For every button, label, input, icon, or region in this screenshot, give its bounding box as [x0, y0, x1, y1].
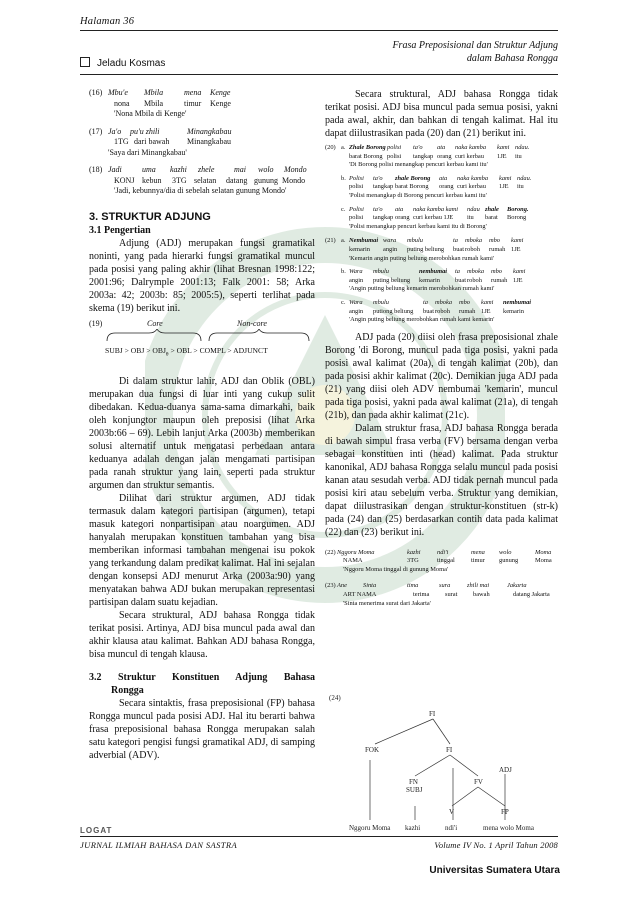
paragraph: Di dalam struktur lahir, ADJ dan Oblik (OBL) merupakan dua fungsi di luar inti yang cukup sulit dibedakan. Kedua-duanya sama-sama dimarkahi, baik oleh konjungtor maupun oleh preposisi (lihat Arka 2003b:66 – 69). Lebih lanjut Arka (2003b) memberikan solusi alternatif untuk mengatasi perbedaan antara keduanya adalah dengan jalan mengamati partisipan pada ranah struktur yang lain, seperti pada struktur argumen dan struktur semantis.: [89, 375, 315, 491]
example-23: [325, 582, 558, 608]
schema-noncore-label: Non-core: [237, 318, 267, 328]
paragraph: ADJ pada (20) diisi oleh frasa preposisional zhale Borong 'di Borong, muncul pada tiga posisi, yakni pada posisi awal kalimat (20a), di tengah kalimat (20b), dan pada posisi akhir kalimat (20c). Demikian juga ADJ pada (21) yang diisi oleh ADV nembumai 'kemarin', muncul pada tiga posisi, yakni pada awal kalimat (21a), di tengah (21b), dan pada akhir kalimat (21c).: [325, 331, 558, 421]
translation: 'Angin puting beliung merobohkan rumah kami kemarin': [349, 316, 495, 324]
tree-node-subj: SUBJ: [406, 786, 423, 794]
gloss-word: buat: [453, 245, 465, 253]
gloss-word: mbo: [459, 298, 471, 306]
gloss-word: 1TG: [114, 137, 129, 146]
tree-leaf: Nggoru Moma: [349, 824, 391, 832]
author-label: Jeladu Kosmas: [97, 58, 166, 69]
example-number: (24): [329, 694, 341, 702]
gloss-word: kazhi: [407, 548, 421, 556]
gloss-word: Ane: [337, 582, 347, 590]
gloss-word: 3TG: [407, 557, 419, 565]
gloss-word: angin: [383, 245, 398, 253]
tree-leaf: ndi'i: [445, 824, 458, 832]
gloss-word: roboh: [467, 276, 482, 284]
gloss-word: ata: [437, 144, 446, 151]
gloss-word: timur: [184, 98, 202, 108]
paragraph: Secara struktural, ADJ bahasa Rongga tidak terikat posisi. Artinya, ADJ bisa muncul pada awal dan akhir klausa atau kalimat. Bahkan ADJ bahasa Rongga, bisa muncul di tengah klausa.: [89, 609, 315, 660]
gloss-word: Mondo: [284, 165, 307, 174]
gloss-word: kami: [481, 298, 494, 306]
gloss-word: zhele: [198, 165, 215, 174]
gloss-word: Sinta: [363, 582, 377, 590]
gloss-word: angin: [349, 307, 364, 315]
tree-node-adj: ADJ: [499, 766, 512, 774]
example-letter: a.: [341, 237, 346, 245]
schema-19: [89, 319, 315, 375]
gloss-word: puting beliung: [373, 276, 411, 284]
schema-text: > OBL > COMPL > ADJUNCT: [168, 345, 268, 355]
right-column: [325, 88, 558, 608]
gloss-word: ta'o: [373, 174, 383, 182]
gloss-word: ndau.: [515, 144, 530, 151]
gloss-word: putiong beliung: [373, 307, 414, 315]
gloss-word: tinggal: [437, 557, 455, 565]
journal-volume: Volume IV No. 1 April Tahun 2008: [434, 840, 558, 850]
gloss-word: Borong.: [507, 205, 529, 213]
gloss-word: ta: [455, 268, 460, 276]
gloss-word: tangkap: [373, 214, 394, 222]
gloss-word: kemarin: [349, 245, 370, 253]
gloss-word: 3TG: [172, 175, 187, 185]
gloss-word: Nggoru Moma: [337, 548, 375, 556]
gloss-word: KONJ: [114, 175, 135, 185]
paragraph: Secara struktural, ADJ bahasa Rongga tidak terikat posisi. ADJ bisa muncul pada semua posisi, yakni pada awal, akhir, dan bahkan di tengah kalimat. Hal itu dapat diilustrasikan pada (20) dan (21) berikut ini.: [325, 89, 558, 139]
translation: 'Polisi menangkap pencuri kerbau kami itu di Borong': [349, 222, 487, 230]
gloss-word: mbo: [491, 268, 503, 276]
gloss-word: ata: [395, 205, 404, 213]
gloss-word: orang: [395, 214, 410, 222]
gloss-word: ta: [423, 298, 428, 306]
gloss-word: kebun: [142, 175, 162, 185]
tree-node-fv: FV: [474, 778, 483, 786]
gloss-word: polisi: [349, 214, 364, 222]
gloss-word: tangkap: [413, 152, 434, 160]
tree-node-fn: FN: [409, 778, 418, 786]
gloss-word: Kenge: [210, 88, 231, 97]
example-number: (17): [89, 126, 103, 136]
example-number: (22): [325, 548, 336, 556]
gloss-word: ndau: [467, 205, 480, 213]
gloss-word: polisi: [387, 144, 402, 151]
tree-leaf: mena wolo Moma: [483, 824, 534, 832]
gloss-word: mboka: [435, 298, 453, 306]
gloss-word: nembumai: [503, 298, 532, 306]
paragraph: Secara sintaktis, frasa preposisional (FP) bahasa Rongga muncul pada posisi ADJ. Hal itu berarti bahwa frasa preposisional bahasa Rongga merupakan salah satu kategori pengisi fungsi gramatikal ADJ, di samping adverbial (ADV).: [89, 697, 315, 761]
gloss-word: Zhale Borong: [349, 144, 386, 151]
gloss-word: ndi'i: [437, 548, 449, 556]
gloss-word: terima: [413, 591, 430, 599]
translation: 'Nona Mbila di Kenge': [114, 109, 187, 118]
gloss-word: tangkap: [373, 183, 394, 191]
header-rule-2: [80, 74, 558, 75]
gloss-word: naka kamba kami: [413, 205, 459, 213]
running-title: [338, 39, 558, 65]
gloss-word: wolo: [499, 548, 512, 556]
tree-node-fi: FI: [446, 746, 453, 754]
gloss-word: itu: [467, 214, 474, 222]
gloss-word: mbo: [489, 237, 501, 245]
gloss-word: ata: [439, 174, 448, 182]
tree-node-fp: FP: [501, 808, 509, 815]
gloss-word: Minangkabau: [187, 126, 232, 136]
example-letter: b.: [341, 174, 346, 182]
gloss-word: itu: [515, 152, 522, 160]
gloss-word: ta'o: [413, 144, 423, 151]
example-number: (16): [89, 88, 103, 97]
gloss-word: rumah: [459, 307, 476, 315]
gloss-word: polisi: [387, 152, 402, 160]
gloss-word: polisi: [349, 183, 364, 191]
gloss-word: uma: [142, 165, 156, 174]
gloss-word: angin: [349, 276, 364, 284]
gloss-word: bawah: [473, 591, 490, 599]
gloss-word: rumah: [491, 276, 508, 284]
gloss-word: curi kerbau 1JE: [413, 214, 454, 222]
gloss-word: 1JE: [481, 307, 491, 315]
tree-edge: [433, 719, 450, 744]
gloss-word: mena: [471, 548, 485, 556]
schema-subscript: θ: [165, 351, 169, 358]
gloss-word: Ja'o: [108, 126, 122, 136]
schema-braces: [105, 329, 315, 343]
gloss-word: wara: [383, 237, 397, 245]
translation: 'Kemarin angin puting beliung merobohkan rumah kami': [349, 254, 494, 262]
example-16: [89, 88, 315, 120]
gloss-word: mbulu: [373, 268, 389, 276]
gloss-word: naka kamba: [455, 144, 487, 151]
schema-text: SUBJ > OBJ > OBJ: [105, 345, 166, 355]
gloss-word: ART NAMA: [343, 591, 377, 599]
paragraph: Dalam struktur frasa, ADJ bahasa Rongga berada di bawah simpul frasa verba (FV) bersama dengan verba sebagai konstituen inti (head) kalimat. Pada struktur kanonikal, ADJ bahasa Rongga selalu muncul pada posisi kanan atau sesudah verba. ADJ tidak pernah muncul pada posisi kiri atau sebelum verba. Struktur yang demikian, dapat diilustrasikan dengan struktur-konstituen (str-k) pada (24) dan (25) berdasarkan contih data pada kalimat (22) dan (23) berikut ini.: [325, 422, 558, 538]
gloss-word: Minangkabau: [187, 137, 231, 146]
translation: 'Angin puting beliung kemarin merobohkan rumah kami': [349, 285, 495, 293]
tree-node-fok: FOK: [365, 746, 380, 754]
example-number: (19): [89, 318, 103, 328]
university-name: Universitas Sumatera Utara: [429, 865, 560, 876]
example-letter: b.: [341, 268, 346, 276]
gloss-word: Polisi: [349, 205, 364, 213]
gloss-word: barat Borong: [395, 183, 429, 191]
gloss-word: Moma: [535, 548, 552, 556]
gloss-word: kami: [513, 268, 526, 276]
gloss-word: sura: [439, 582, 451, 590]
gloss-word: dari bawah: [134, 137, 170, 146]
gloss-word: kemarin: [419, 276, 440, 284]
checkbox-icon: [80, 57, 90, 67]
gloss-word: orang: [439, 183, 454, 191]
example-20: [325, 144, 558, 231]
gloss-word: naka kamba: [457, 174, 489, 182]
gloss-word: roboh: [465, 245, 480, 253]
gloss-word: curi kerbau: [457, 183, 486, 191]
left-column: [89, 88, 315, 762]
example-letter: a.: [341, 144, 346, 151]
tree-node-v: V: [449, 808, 455, 815]
gloss-word: Mbila: [144, 98, 164, 108]
gloss-word: Mondo: [282, 175, 306, 185]
section-heading-3: 3. STRUKTUR ADJUNG: [89, 210, 211, 223]
author-name: [80, 57, 165, 69]
translation: 'Nggoru Moma tinggal di gunung Moma': [343, 565, 449, 573]
schema-core-label: Core: [147, 318, 163, 328]
gloss-word: mena: [184, 88, 202, 97]
gloss-word: wolo: [258, 165, 274, 174]
example-number: (18): [89, 165, 103, 174]
gloss-word: Moma: [535, 557, 552, 565]
gloss-word: puting beliung: [407, 245, 445, 253]
gloss-word: 1JE: [499, 183, 509, 191]
translation: 'Polisi menangkap di Borong pencuri kerbau kami itu': [349, 191, 487, 199]
tree-leaf: kazhi: [405, 824, 421, 832]
gloss-word: kemarin: [503, 307, 524, 315]
subsection-heading-3-1: 3.1 Pengertian: [89, 224, 151, 236]
gloss-word: Mbu'e: [108, 88, 128, 97]
gloss-word: tima: [407, 582, 419, 590]
subsection-heading-3-2-cont: Rongga: [111, 684, 144, 696]
gloss-word: Wara: [349, 268, 363, 276]
gloss-word: datang Jakarta: [513, 591, 550, 599]
gloss-word: Jakarta: [507, 582, 527, 590]
gloss-word: Borong: [507, 214, 527, 222]
gloss-word: mbulu: [407, 237, 423, 245]
gloss-word: NAMA: [343, 557, 363, 565]
paragraph: Adjung (ADJ) merupakan fungsi gramatikal noninti, yang pada hierarki fungsi gramatikal muncul pada posisi yang paling akhir (lihat Bresnan 1998:122; 2001:96; Dalrymple 2001:13; Falk 2001: 58; Arka 2003a: 42; 2003b: 85; 2005:5), seperti terlihat pada skema (19) berikut ini.: [89, 237, 315, 314]
gloss-word: kami: [499, 174, 512, 182]
example-number: (23): [325, 582, 336, 590]
gloss-word: orang: [437, 152, 452, 160]
gloss-word: zhili mai: [467, 582, 490, 590]
translation: 'Di Borong polisi menangkap pencuri kerbau kami itu': [349, 161, 488, 169]
gloss-word: Wara: [349, 298, 363, 306]
tree-node-fi-root: FI: [429, 710, 436, 718]
gloss-word: Kenge: [210, 98, 231, 108]
gloss-word: gunung: [499, 557, 519, 565]
gloss-word: kazhi: [170, 165, 187, 174]
example-number: (20): [325, 144, 336, 151]
gloss-word: nembumai: [419, 268, 448, 276]
gloss-word: buat: [423, 307, 435, 315]
example-number: (21): [325, 237, 336, 245]
gloss-word: kami: [497, 144, 510, 151]
gloss-word: buat: [455, 276, 467, 284]
footer-rule: [80, 836, 558, 837]
constituent-tree-24-lower: [325, 760, 558, 832]
gloss-word: ta: [453, 237, 458, 245]
translation: 'Saya dari Minangkabau': [108, 147, 187, 157]
gloss-word: mai: [234, 165, 246, 174]
example-letter: c.: [341, 205, 346, 213]
page-number: Halaman 36: [80, 16, 135, 27]
gloss-word: ta'o: [373, 205, 383, 213]
gloss-word: rumah: [489, 245, 506, 253]
gloss-word: mbulu: [373, 298, 389, 306]
gloss-word: kami: [511, 237, 524, 245]
subsection-heading-3-2: 3.2 Struktur Konstituen Adjung Bahasa: [89, 671, 315, 683]
journal-name: JURNAL ILMIAH BAHASA DAN SASTRA: [80, 840, 238, 850]
example-22: [325, 549, 558, 575]
gloss-word: pu'u zhili: [130, 126, 160, 136]
gloss-word: 1JE: [497, 152, 507, 160]
tree-edge: [375, 719, 433, 744]
gloss-word: curi kerbau: [455, 152, 484, 160]
gloss-word: 1JE: [511, 245, 521, 253]
gloss-word: ndau.: [517, 174, 532, 182]
running-title-line1: Frasa Preposisional dan Struktur Adjung: [392, 40, 558, 51]
running-title-line2: dalam Bahasa Rongga: [466, 53, 558, 64]
schema-hierarchy: [105, 346, 268, 360]
translation: 'Jadi, kebunnya/dia di sebelah selatan gunung Mondo': [114, 186, 287, 195]
example-17: [89, 127, 315, 159]
gloss-word: mboka: [465, 237, 483, 245]
gloss-word: Polisi: [349, 174, 364, 182]
example-letter: c.: [341, 298, 346, 306]
gloss-word: 1JE: [513, 276, 523, 284]
gloss-word: Jadi: [108, 165, 122, 174]
gloss-word: gunung: [254, 175, 278, 185]
paragraph: Dilihat dari struktur argumen, ADJ tidak termasuk dalam kategori partisipan (argumen), tetapi masuk kategori nonpartisipan atau noargumen. ADJ hanyalah merupakan konstituen tambahan yang bisa memberikan informasi tambahan mengenai isu pokok yang terkandung dalam predikat kalimat. Hal ini sejalan dengan konsepsi ADJ menurut Arka (2003a:90) yang menyatakan bahwa ADJ bukan merupakan representasi partisipan dalam suatu kejadian.: [89, 492, 315, 608]
gloss-word: timur: [471, 557, 485, 565]
gloss-word: selatan: [194, 175, 217, 185]
example-21: [325, 237, 558, 324]
gloss-word: Mbila: [144, 88, 164, 97]
gloss-word: mboka: [467, 268, 485, 276]
header-rule: [80, 30, 558, 31]
gloss-word: zhale Borong: [395, 174, 431, 182]
gloss-word: datang: [226, 175, 248, 185]
translation: 'Sinta menerima surat dari Jakarta': [343, 599, 431, 607]
gloss-word: barat Borong: [349, 152, 383, 160]
gloss-word: Nembumai: [349, 237, 379, 245]
gloss-word: zhale: [485, 205, 499, 213]
gloss-word: roboh: [435, 307, 450, 315]
journal-logo: LOGAT: [80, 826, 113, 835]
gloss-word: nona: [114, 98, 130, 108]
gloss-word: itu: [517, 183, 524, 191]
gloss-word: surat: [445, 591, 458, 599]
gloss-word: barat: [485, 214, 498, 222]
example-18: [89, 165, 315, 197]
